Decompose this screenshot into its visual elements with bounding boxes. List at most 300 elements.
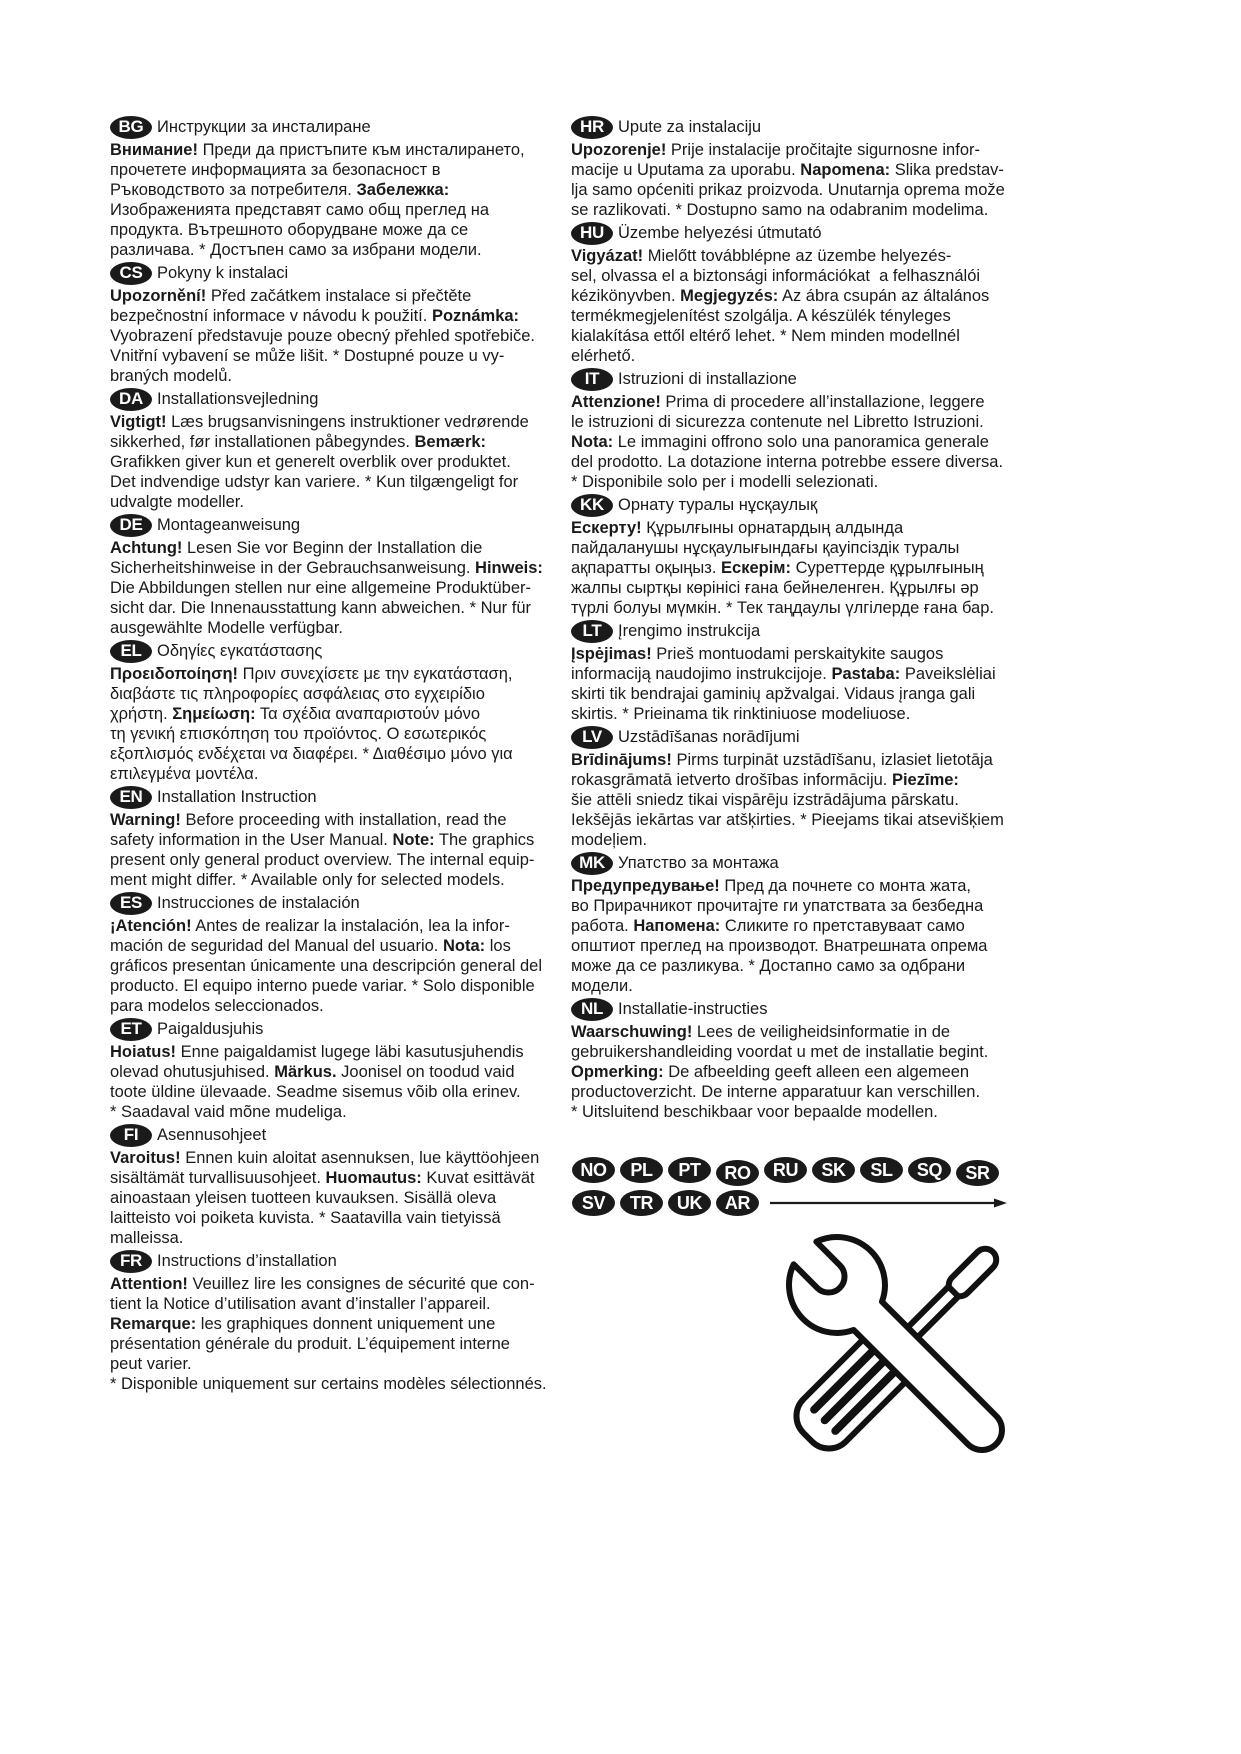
section-da: [110, 386, 562, 512]
text-run: del prodotto. La dotazione interna potrebbe essere diversa.: [571, 453, 1004, 471]
bold-label: Hoiatus!: [110, 1043, 176, 1061]
text-run: Det indvendige udstyr kan variere. * Kun tilgængeligt for: [110, 473, 519, 491]
text-line: [110, 1354, 562, 1374]
language-badge-sv: SV: [572, 1190, 615, 1216]
section-hu: [571, 220, 1026, 366]
text-line: [571, 790, 1026, 810]
bold-label: Waarschuwing!: [571, 1023, 693, 1041]
bold-label: Bemærk:: [414, 433, 487, 451]
text-run: διαβάστε τις πληροφορίες ασφάλειας στο εγχειρίδιο: [110, 685, 485, 703]
text-run: The graphics: [434, 831, 535, 849]
language-badge-hr: HR: [571, 116, 613, 139]
bold-label: Ескерту!: [571, 519, 642, 537]
text-run: τη γενική επισκόπηση του προϊόντος. Ο εσωτερικός: [110, 725, 487, 743]
text-line: [571, 1102, 1026, 1122]
text-run: Iekšējās iekārtas var atšķirties. * Pieejams tikai atsevišķiem: [571, 811, 1004, 829]
section-fr: [110, 1248, 562, 1394]
language-badge-sr: SR: [956, 1160, 999, 1186]
bold-label: Upozorenje!: [571, 141, 667, 159]
text-line: [110, 764, 562, 784]
bold-label: Attenzione!: [571, 393, 661, 411]
section-bg: [110, 114, 562, 260]
text-line: [571, 956, 1026, 976]
text-line: [110, 1148, 562, 1168]
text-run: Пред да почнете со монта жата,: [719, 877, 971, 895]
section-heading: Installationsvejledning: [157, 389, 319, 408]
text-run: може да се разликува. * Достапно само за одбрани: [571, 957, 966, 975]
text-run: επιλεγμένα μοντέλα.: [110, 765, 259, 783]
text-run: Ръководството за потребителя.: [110, 181, 357, 199]
text-run: sikkerhed, før installationen påbegyndes.: [110, 433, 415, 451]
text-line: [571, 346, 1026, 366]
text-run: producto. El equipo interno puede variar. * Solo disponible: [110, 977, 535, 995]
text-run: gráficos presentan únicamente una descripción general del: [110, 957, 543, 975]
text-line: [110, 160, 562, 180]
text-run: Grafikken giver kun et generelt overblik over produktet.: [110, 453, 511, 471]
section-et: [110, 1016, 562, 1122]
text-run: прочетете информацията за безопасност в: [110, 161, 441, 179]
text-line: [110, 1102, 562, 1122]
text-run: * Uitsluitend beschikbaar voor bepaalde modellen.: [571, 1103, 938, 1121]
text-line: [110, 850, 562, 870]
text-line: [571, 558, 1026, 578]
section-heading-row: [571, 220, 1026, 246]
section-heading-row: [571, 618, 1026, 644]
language-badge-mk: MK: [571, 852, 613, 875]
arrow-right-icon: [765, 1195, 1010, 1211]
text-line: [571, 578, 1026, 598]
section-heading: Įrengimo instrukcija: [618, 621, 761, 640]
bold-label: Poznámka:: [431, 307, 520, 325]
text-line: [110, 684, 562, 704]
text-line: [571, 538, 1026, 558]
text-line: [571, 1062, 1026, 1082]
bold-label: Varoitus!: [110, 1149, 181, 1167]
section-hr: [571, 114, 1026, 220]
text-run: ment might differ. * Available only for selected models.: [110, 871, 505, 889]
text-run: Slika predstav-: [890, 161, 1004, 179]
bold-label: Внимание!: [110, 141, 198, 159]
language-badge-hu: HU: [571, 222, 613, 245]
text-run: braných modelů.: [110, 367, 232, 385]
bold-label: ¡Atención!: [110, 917, 192, 935]
text-run: продукта. Вътрешното оборудване може да се: [110, 221, 469, 239]
other-languages-row-1: [572, 1157, 999, 1183]
text-run: Pirms turpināt uzstādīšanu, izlasiet lietotāja: [671, 751, 993, 769]
text-line: [571, 518, 1026, 538]
text-run: šie attēli sniedz tikai vispārēju izstrādājuma pārskatu.: [571, 791, 959, 809]
text-run: Enne paigaldamist lugege läbi kasutusjuhendis: [176, 1043, 524, 1061]
text-run: gebruikershandleiding voordat u met de installatie begint.: [571, 1043, 989, 1061]
text-run: * Disponible uniquement sur certains modèles sélectionnés.: [110, 1375, 547, 1393]
text-line: [110, 1314, 562, 1334]
text-line: [110, 956, 562, 976]
bold-label: Attention!: [110, 1275, 188, 1293]
section-heading-row: [110, 638, 562, 664]
text-run: lja samo općeniti prikaz proizvoda. Unutarnja oprema može: [571, 181, 1005, 199]
text-line: [571, 432, 1026, 452]
text-line: [571, 896, 1026, 916]
text-line: [571, 266, 1026, 286]
bold-label: Napomena:: [800, 161, 891, 179]
text-run: Vyobrazení představuje pouze obecný přehled spotřebiče.: [110, 327, 535, 345]
bold-label: Upozornění!: [110, 287, 207, 305]
text-line: [110, 412, 562, 432]
text-run: χρήστη.: [110, 705, 173, 723]
language-badge-pl: PL: [620, 1157, 663, 1183]
text-run: ausgewählte Modelle verfügbar.: [110, 619, 343, 637]
section-es: [110, 890, 562, 1016]
bold-label: Piezīme:: [891, 771, 959, 789]
language-badge-uk: UK: [668, 1190, 711, 1216]
bold-label: Megjegyzés:: [680, 287, 779, 305]
text-run: Sicherheitshinweise in der Gebrauchsanweisung.: [110, 559, 476, 577]
section-heading: Instrucciones de instalación: [157, 893, 360, 912]
language-badge-ro: RO: [716, 1160, 759, 1186]
section-heading-row: [110, 890, 562, 916]
text-line: [110, 1374, 562, 1394]
language-badge-sk: SK: [812, 1157, 855, 1183]
text-line: [571, 1082, 1026, 1102]
text-line: [110, 996, 562, 1016]
text-line: [571, 452, 1026, 472]
text-line: [110, 366, 562, 386]
text-run: informaciją naudojimo instrukcijoje.: [571, 665, 832, 683]
language-badge-nl: NL: [571, 998, 613, 1021]
language-badge-en: EN: [110, 786, 152, 809]
section-kk: [571, 492, 1026, 618]
text-run: para modelos seleccionados.: [110, 997, 324, 1015]
text-line: [110, 870, 562, 890]
text-run: présentation générale du produit. L’équipement interne: [110, 1335, 510, 1353]
text-run: bezpečnostní informace v návodu k použití.: [110, 307, 432, 325]
text-run: present only general product overview. The internal equip-: [110, 851, 535, 869]
text-line: [110, 1042, 562, 1062]
text-line: [571, 976, 1026, 996]
text-run: safety information in the User Manual.: [110, 831, 393, 849]
text-line: [110, 598, 562, 618]
bold-label: Σημείωση:: [172, 705, 256, 723]
text-run: sicht dar. Die Innenausstattung kann abweichen. * Nur für: [110, 599, 531, 617]
text-run: ainoastaan yleisen tuotteen kuvauksen. Sisällä oleva: [110, 1189, 497, 1207]
text-line: [110, 724, 562, 744]
text-line: [571, 644, 1026, 664]
text-run: различава. * Достъпен само за избрани модели.: [110, 241, 482, 259]
text-run: peut varier.: [110, 1355, 192, 1373]
section-heading-row: [110, 784, 562, 810]
text-run: Veuillez lire les consignes de sécurité que con-: [187, 1275, 535, 1293]
section-heading-row: [571, 492, 1026, 518]
section-nl: [571, 996, 1026, 1122]
text-line: [110, 472, 562, 492]
section-heading: Орнату туралы нұсқаулық: [618, 495, 818, 514]
text-run: skirti tik bendrajai gaminių apžvalgai. Vidaus įranga gali: [571, 685, 976, 703]
text-line: [571, 246, 1026, 266]
bold-label: Προειδοποίηση!: [110, 665, 239, 683]
text-run: Изображенията представят само общ преглед на: [110, 201, 490, 219]
text-line: [110, 936, 562, 956]
text-run: Құрылғыны орнатардың алдында: [641, 519, 904, 537]
text-run: Lees de veiligheidsinformatie in de: [692, 1023, 951, 1041]
text-run: olevad ohutusjuhised.: [110, 1063, 275, 1081]
text-run: Prieš montuodami perskaitykite saugos: [651, 645, 944, 663]
text-run: kézikönyvben.: [571, 287, 681, 305]
section-heading: Asennusohjeet: [157, 1125, 267, 1144]
language-badge-ru: RU: [764, 1157, 807, 1183]
section-heading: Montageanweisung: [157, 515, 301, 534]
text-run: * Saadaval vaid mõne mudeliga.: [110, 1103, 347, 1121]
text-line: [110, 538, 562, 558]
section-heading-row: [571, 366, 1026, 392]
text-line: [571, 770, 1026, 790]
section-heading: Installation Instruction: [157, 787, 317, 806]
language-badge-cs: CS: [110, 262, 152, 285]
text-run: Mielőtt továbblépne az üzembe helyezés-: [643, 247, 952, 265]
bold-label: Забележка:: [356, 181, 450, 199]
language-badge-sl: SL: [860, 1157, 903, 1183]
text-run: laitteisto voi poiketa kuvista. * Saatavilla vain tietyissä: [110, 1209, 501, 1227]
text-line: [110, 140, 562, 160]
text-line: [110, 810, 562, 830]
bold-label: Brīdinājums!: [571, 751, 672, 769]
text-line: [571, 936, 1026, 956]
text-run: работа.: [571, 917, 634, 935]
bold-label: Nota:: [571, 433, 614, 451]
section-heading-row: [571, 996, 1026, 1022]
text-line: [110, 1062, 562, 1082]
text-line: [110, 1208, 562, 1228]
text-run: le istruzioni di sicurezza contenute nel Libretto Istruzioni.: [571, 413, 984, 431]
text-line: [571, 472, 1026, 492]
text-line: [110, 286, 562, 306]
text-run: модели.: [571, 977, 633, 995]
language-badge-et: ET: [110, 1018, 152, 1041]
text-run: modeļiem.: [571, 831, 648, 849]
text-run: Prije instalacije pročitajte sigurnosne infor-: [666, 141, 980, 159]
text-run: malleissa.: [110, 1229, 184, 1247]
text-line: [110, 1334, 562, 1354]
text-line: [571, 704, 1026, 724]
text-run: Le immagini offrono solo una panoramica generale: [613, 433, 989, 451]
text-run: Paveikslėliai: [900, 665, 996, 683]
text-line: [110, 326, 562, 346]
language-badge-no: NO: [572, 1157, 615, 1183]
text-line: [110, 578, 562, 598]
text-line: [110, 1082, 562, 1102]
text-line: [571, 876, 1026, 896]
text-run: општиот преглед на производот. Внатрешната опрема: [571, 937, 988, 955]
text-run: Joonisel on toodud vaid: [336, 1063, 515, 1081]
section-heading-row: [110, 512, 562, 538]
bold-label: Märkus.: [274, 1063, 337, 1081]
text-line: [571, 306, 1026, 326]
section-heading: Istruzioni di installazione: [618, 369, 797, 388]
bold-label: Vigtigt!: [110, 413, 167, 431]
text-run: жалпы сыртқы көрінісі ғана бейнеленген. Құрылғы әр: [571, 579, 979, 597]
text-run: productoverzicht. De interne apparatuur kan verschillen.: [571, 1083, 981, 1101]
bold-label: Ескерім:: [721, 559, 791, 577]
section-heading-row: [110, 386, 562, 412]
text-run: sel, olvassa el a biztonsági információkat a felhasználói: [571, 267, 981, 285]
text-line: [571, 140, 1026, 160]
text-run: Πριν συνεχίσετε με την εγκατάσταση,: [238, 665, 513, 683]
text-run: mación de seguridad del Manual del usuario.: [110, 937, 443, 955]
text-run: skirtis. * Prieinama tik rinktiniuose modeliuose.: [571, 705, 911, 723]
text-line: [110, 200, 562, 220]
text-run: * Disponibile solo per i modelli selezionati.: [571, 473, 879, 491]
text-run: Prima di procedere all’installazione, leggere: [660, 393, 985, 411]
section-heading-row: [571, 724, 1026, 750]
text-line: [571, 286, 1026, 306]
text-run: Τα σχέδια αναπαριστούν μόνο: [255, 705, 481, 723]
section-heading: Üzembe helyezési útmutató: [618, 223, 822, 242]
text-line: [110, 452, 562, 472]
text-line: [110, 240, 562, 260]
text-run: De afbeelding geeft alleen een algemeen: [663, 1063, 970, 1081]
bold-label: Hinweis:: [475, 559, 543, 577]
left-column: [110, 114, 562, 1394]
text-line: [110, 916, 562, 936]
text-line: [110, 1274, 562, 1294]
text-run: Před začátkem instalace si přečtěte: [206, 287, 472, 305]
text-run: rokasgrāmatā ietverto drošības informāciju.: [571, 771, 892, 789]
language-badge-fr: FR: [110, 1250, 152, 1273]
text-run: los: [485, 937, 511, 955]
text-line: [571, 810, 1026, 830]
text-line: [110, 704, 562, 724]
text-run: Ennen kuin aloitat asennuksen, lue käyttöohjeen: [180, 1149, 540, 1167]
language-badge-lv: LV: [571, 726, 613, 749]
language-badge-el: EL: [110, 640, 152, 663]
section-heading: Instructions d’installation: [157, 1251, 337, 1270]
text-line: [110, 558, 562, 578]
section-heading-row: [110, 1016, 562, 1042]
text-line: [571, 200, 1026, 220]
language-badge-ar: AR: [716, 1190, 759, 1216]
text-line: [110, 346, 562, 366]
text-line: [110, 1228, 562, 1248]
other-languages-row-2: [572, 1190, 759, 1216]
bold-label: Warning!: [110, 811, 181, 829]
text-run: Die Abbildungen stellen nur eine allgemeine Produktüber-: [110, 579, 532, 597]
text-line: [110, 180, 562, 200]
text-line: [110, 1294, 562, 1314]
text-run: sisältämät turvallisuusohjeet.: [110, 1169, 326, 1187]
text-run: udvalgte modeller.: [110, 493, 244, 511]
section-heading: Paigaldusjuhis: [157, 1019, 264, 1038]
language-badge-tr: TR: [620, 1190, 663, 1216]
language-badge-fi: FI: [110, 1124, 152, 1147]
wrench-screwdriver-icon: [765, 1230, 1015, 1480]
bold-label: Achtung!: [110, 539, 183, 557]
text-run: toote üldine ülevaade. Seadme sisemus võib olla erinev.: [110, 1083, 521, 1101]
text-run: tient la Notice d’utilisation avant d’installer l’appareil.: [110, 1295, 491, 1313]
bold-label: Nota:: [442, 937, 486, 955]
language-badge-it: IT: [571, 368, 613, 391]
text-run: Суреттерде құрылғының: [791, 559, 984, 577]
right-column: [571, 114, 1026, 1122]
text-run: Преди да пристъпите към инсталирането,: [197, 141, 525, 159]
section-fi: [110, 1122, 562, 1248]
text-line: [110, 1168, 562, 1188]
text-run: түрлі болуы мүмкін. * Тек таңдаулы үлгілерде ғана бар.: [571, 599, 994, 617]
text-line: [571, 750, 1026, 770]
text-line: [110, 664, 562, 684]
bold-label: Įspėjimas!: [571, 645, 652, 663]
text-line: [110, 492, 562, 512]
section-it: [571, 366, 1026, 492]
section-heading: Инструкции за инсталиране: [157, 117, 371, 136]
text-run: Before proceeding with installation, read the: [180, 811, 507, 829]
bold-label: Remarque:: [110, 1315, 197, 1333]
language-badge-da: DA: [110, 388, 152, 411]
section-de: [110, 512, 562, 638]
bold-label: Vigyázat!: [571, 247, 644, 265]
text-line: [571, 684, 1026, 704]
language-badge-de: DE: [110, 514, 152, 537]
bold-label: Pastaba:: [831, 665, 901, 683]
section-heading-row: [571, 850, 1026, 876]
section-cs: [110, 260, 562, 386]
section-en: [110, 784, 562, 890]
text-run: kialakítása ettől eltérő lehet. * Nem minden modellnél: [571, 327, 960, 345]
language-badge-pt: PT: [668, 1157, 711, 1183]
text-run: пайдаланушы нұсқаулығындағы қауіпсіздік туралы: [571, 539, 960, 557]
section-mk: [571, 850, 1026, 996]
text-run: Kuvat esittävät: [421, 1169, 535, 1187]
text-line: [110, 432, 562, 452]
section-heading: Οδηγίες εγκατάστασης: [157, 641, 323, 660]
text-line: [110, 220, 562, 240]
text-run: Antes de realizar la instalación, lea la infor-: [191, 917, 510, 935]
text-line: [110, 1188, 562, 1208]
section-lt: [571, 618, 1026, 724]
language-badge-kk: KK: [571, 494, 613, 517]
text-run: macije u Uputama za uporabu.: [571, 161, 801, 179]
section-heading: Упатство за монтажа: [618, 853, 779, 872]
section-heading-row: [571, 114, 1026, 140]
text-line: [571, 392, 1026, 412]
text-run: во Прирачникот прочитајте ги упатствата за безбедна: [571, 897, 984, 915]
bold-label: Opmerking:: [571, 1063, 664, 1081]
text-run: Lesen Sie vor Beginn der Installation die: [182, 539, 483, 557]
text-run: Læs brugsanvisningens instruktioner vedrørende: [166, 413, 529, 431]
text-run: ақпаратты оқыңыз.: [571, 559, 722, 577]
bold-label: Предупредување!: [571, 877, 720, 895]
text-line: [110, 618, 562, 638]
text-run: se razlikovati. * Dostupno samo na odabranim modelima.: [571, 201, 989, 219]
text-line: [110, 976, 562, 996]
language-badge-bg: BG: [110, 116, 152, 139]
section-heading-row: [110, 260, 562, 286]
section-heading-row: [110, 1248, 562, 1274]
text-line: [571, 830, 1026, 850]
section-heading: Uzstādīšanas norādījumi: [618, 727, 800, 746]
text-line: [571, 916, 1026, 936]
section-heading-row: [110, 114, 562, 140]
section-heading: Upute za instalaciju: [618, 117, 762, 136]
text-line: [571, 1022, 1026, 1042]
text-line: [571, 1042, 1026, 1062]
text-line: [110, 306, 562, 326]
text-line: [110, 744, 562, 764]
text-run: Сликите го претставуваат само: [720, 917, 965, 935]
text-line: [571, 326, 1026, 346]
text-run: εξοπλισμός ενδέχεται να διαφέρει. * Διαθέσιμο μόνο για: [110, 745, 513, 763]
text-line: [571, 180, 1026, 200]
language-badge-es: ES: [110, 892, 152, 915]
text-run: Az ábra csupán az általános: [778, 287, 990, 305]
